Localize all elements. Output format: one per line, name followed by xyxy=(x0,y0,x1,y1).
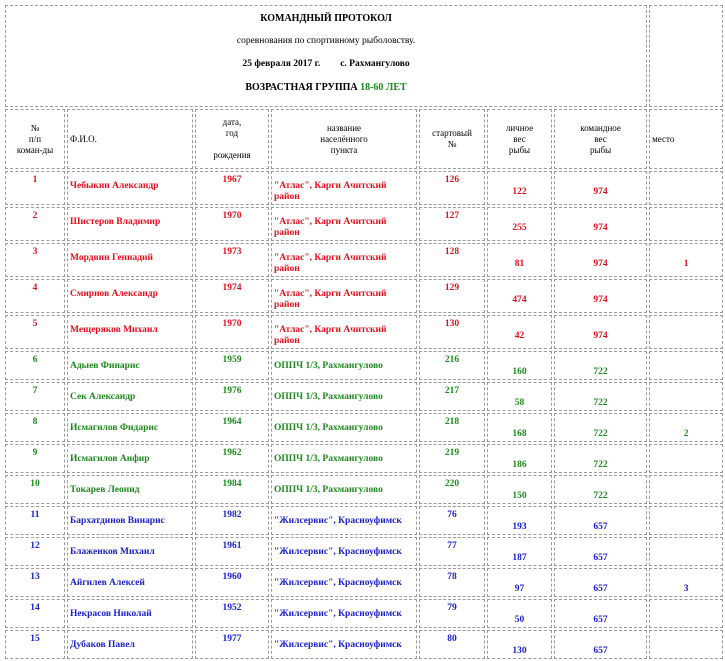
row-number: 4 xyxy=(32,283,38,293)
age-group-value: 18-60 ЛЕТ xyxy=(360,82,407,93)
team-place xyxy=(652,384,720,398)
start-number: 216 xyxy=(444,355,460,365)
protocol-date: 25 февраля 2017 г. xyxy=(242,59,321,69)
team-place xyxy=(652,601,720,615)
start-number-cell xyxy=(419,630,485,659)
col-weight-line-1: личное xyxy=(505,122,534,133)
team-weight-cell xyxy=(554,475,647,504)
col-date-spacer xyxy=(198,139,266,150)
participant-name-cell xyxy=(67,506,193,535)
row-number-cell xyxy=(5,413,65,442)
start-number-cell xyxy=(419,599,485,628)
team-weight: 722 xyxy=(593,398,608,408)
personal-weight-cell xyxy=(487,315,552,349)
row-number-cell xyxy=(5,475,65,504)
birth-year: 1961 xyxy=(222,541,242,551)
team-weight-cell xyxy=(554,315,647,349)
settlement-name: "Жилсервис", Красноуфимск xyxy=(274,547,402,557)
participant-name-cell xyxy=(67,171,193,205)
team-weight: 722 xyxy=(593,491,608,501)
settlement-name-cell xyxy=(271,413,417,442)
personal-weight: 187 xyxy=(512,553,527,563)
start-number: 127 xyxy=(444,211,460,221)
col-start-line-2: № xyxy=(447,139,457,149)
column-header-row xyxy=(5,109,723,169)
table-row xyxy=(5,475,723,504)
team-weight: 974 xyxy=(593,331,608,341)
team-place-cell xyxy=(649,537,723,566)
table-row xyxy=(5,630,723,659)
participant-name: Мордвин Геннадий xyxy=(70,253,153,263)
settlement-name: "Жилсервис", Красноуфимск xyxy=(274,578,402,588)
settlement-name: ОППЧ 1/3, Рахмангулово xyxy=(274,423,383,433)
start-number-cell xyxy=(419,568,485,597)
personal-weight: 160 xyxy=(512,367,527,377)
settlement-name-cell xyxy=(271,243,417,277)
participant-name-cell xyxy=(67,475,193,504)
participant-name-cell xyxy=(67,599,193,628)
team-weight-cell xyxy=(554,413,647,442)
settlement-name: "Жилсервис", Красноуфимск xyxy=(274,609,402,619)
team-place: 3 xyxy=(683,584,689,594)
row-number-cell xyxy=(5,599,65,628)
birth-year: 1970 xyxy=(222,319,242,329)
team-place-cell xyxy=(649,630,723,659)
birth-year-cell xyxy=(195,599,269,628)
col-num-line-3: коман-ды xyxy=(16,144,54,155)
birth-year-cell xyxy=(195,171,269,205)
start-number-cell xyxy=(419,506,485,535)
col-team-header xyxy=(554,109,647,169)
row-number-cell xyxy=(5,630,65,659)
participant-name: Бархатдинов Винарис xyxy=(70,516,165,526)
protocol-header xyxy=(5,5,647,107)
birth-year: 1982 xyxy=(222,510,242,520)
team-place: 2 xyxy=(683,429,689,439)
team-weight: 657 xyxy=(593,584,608,594)
team-weight-cell xyxy=(554,568,647,597)
team-weight: 722 xyxy=(593,429,608,439)
settlement-name: "Атлас", Карги Ачитский район xyxy=(274,325,387,346)
team-place-cell xyxy=(649,171,723,205)
team-weight-cell xyxy=(554,382,647,411)
col-addr-line-2: населённого xyxy=(320,133,368,144)
col-team-line-2: вес xyxy=(594,133,607,144)
participant-name: Смирнов Александр xyxy=(70,289,158,299)
col-addr-line-1: название xyxy=(326,122,362,133)
personal-weight-cell xyxy=(487,568,552,597)
table-row xyxy=(5,243,723,277)
start-number: 77 xyxy=(447,541,457,551)
personal-weight: 122 xyxy=(512,187,527,197)
birth-year: 1970 xyxy=(222,211,242,221)
birth-year: 1959 xyxy=(222,355,242,365)
participant-name-cell xyxy=(67,207,193,241)
col-team-line-1: командное xyxy=(580,122,621,133)
team-place-cell xyxy=(649,413,723,442)
settlement-name-cell xyxy=(271,171,417,205)
col-fio-header: Ф.И.О. xyxy=(67,109,193,169)
team-place xyxy=(652,173,720,187)
participant-name: Некрасов Николай xyxy=(70,609,152,619)
personal-weight-cell xyxy=(487,630,552,659)
col-start-header xyxy=(419,109,485,169)
start-number-cell xyxy=(419,315,485,349)
row-number: 11 xyxy=(30,510,40,520)
start-number: 220 xyxy=(444,479,460,489)
team-place-cell xyxy=(649,207,723,241)
team-place-cell xyxy=(649,351,723,380)
table-row xyxy=(5,207,723,241)
birth-year-cell xyxy=(195,475,269,504)
personal-weight-cell xyxy=(487,599,552,628)
team-place-cell xyxy=(649,506,723,535)
start-number: 126 xyxy=(444,175,460,185)
team-place-cell xyxy=(649,382,723,411)
team-place xyxy=(652,539,720,553)
personal-weight-cell xyxy=(487,171,552,205)
start-number: 217 xyxy=(444,386,460,396)
team-weight-cell xyxy=(554,207,647,241)
protocol-date-line xyxy=(8,59,644,70)
birth-year-cell xyxy=(195,351,269,380)
row-number: 10 xyxy=(30,479,40,489)
table-row xyxy=(5,413,723,442)
birth-year-cell xyxy=(195,413,269,442)
settlement-name: ОППЧ 1/3, Рахмангулово xyxy=(274,392,383,402)
table-row xyxy=(5,506,723,535)
col-place-header: место xyxy=(649,109,723,169)
personal-weight-cell xyxy=(487,351,552,380)
personal-weight: 474 xyxy=(512,295,527,305)
row-number-cell xyxy=(5,243,65,277)
participant-name-cell xyxy=(67,630,193,659)
settlement-name-cell xyxy=(271,279,417,313)
team-place xyxy=(652,317,720,331)
row-number-cell xyxy=(5,207,65,241)
team-weight: 974 xyxy=(593,259,608,269)
row-number: 6 xyxy=(32,355,38,365)
birth-year-cell xyxy=(195,444,269,473)
team-place xyxy=(652,446,720,460)
row-number-cell xyxy=(5,351,65,380)
settlement-name: "Атлас", Карги Ачитский район xyxy=(274,181,387,202)
personal-weight: 81 xyxy=(514,259,525,269)
table-row xyxy=(5,351,723,380)
row-number-cell xyxy=(5,506,65,535)
team-place xyxy=(652,353,720,367)
start-number: 218 xyxy=(444,417,460,427)
team-weight: 974 xyxy=(593,295,608,305)
team-weight: 657 xyxy=(593,646,608,656)
settlement-name: ОППЧ 1/3, Рахмангулово xyxy=(274,485,383,495)
personal-weight-cell xyxy=(487,475,552,504)
start-number-cell xyxy=(419,279,485,313)
start-number-cell xyxy=(419,382,485,411)
row-number: 5 xyxy=(32,319,38,329)
birth-year: 1962 xyxy=(222,448,242,458)
protocol-location: с. Рахмангулово xyxy=(340,59,410,69)
row-number-cell xyxy=(5,568,65,597)
personal-weight: 58 xyxy=(514,398,525,408)
row-number-cell xyxy=(5,444,65,473)
team-weight-cell xyxy=(554,630,647,659)
settlement-name-cell xyxy=(271,382,417,411)
personal-weight-cell xyxy=(487,279,552,313)
participant-name: Айгилев Алексей xyxy=(70,578,145,588)
col-team-line-3: рыбы xyxy=(589,144,612,155)
protocol-subtitle: соревнования по спортивному рыболовству. xyxy=(236,36,416,46)
participant-name: Токарев Леонид xyxy=(70,485,140,495)
header-blank-cell xyxy=(649,5,723,107)
personal-weight: 193 xyxy=(512,522,527,532)
row-number-cell xyxy=(5,382,65,411)
birth-year-cell xyxy=(195,279,269,313)
col-addr-line-3: пункта xyxy=(330,144,358,155)
birth-year: 1960 xyxy=(222,572,242,582)
birth-year: 1964 xyxy=(222,417,242,427)
participant-name: Дубаков Павел xyxy=(70,640,135,650)
personal-weight-cell xyxy=(487,506,552,535)
birth-year: 1973 xyxy=(222,247,242,257)
start-number: 128 xyxy=(444,247,460,257)
settlement-name-cell xyxy=(271,506,417,535)
birth-year: 1967 xyxy=(222,175,242,185)
birth-year-cell xyxy=(195,243,269,277)
participant-name: Шистеров Владимир xyxy=(70,217,161,227)
settlement-name: "Жилсервис", Красноуфимск xyxy=(274,640,402,650)
personal-weight-cell xyxy=(487,382,552,411)
row-number: 13 xyxy=(30,572,40,582)
start-number-cell xyxy=(419,351,485,380)
team-weight: 722 xyxy=(593,367,608,377)
table-row xyxy=(5,171,723,205)
row-number: 14 xyxy=(30,603,40,613)
team-weight: 657 xyxy=(593,553,608,563)
participant-name-cell xyxy=(67,315,193,349)
protocol-title: КОМАНДНЫЙ ПРОТОКОЛ xyxy=(260,13,392,24)
row-number-cell xyxy=(5,171,65,205)
personal-weight-cell xyxy=(487,537,552,566)
table-row xyxy=(5,315,723,349)
settlement-name: "Атлас", Карги Ачитский район xyxy=(274,217,387,238)
personal-weight: 42 xyxy=(514,331,525,341)
settlement-name-cell xyxy=(271,444,417,473)
col-num-header xyxy=(5,109,65,169)
col-num-line-1: № xyxy=(30,122,40,133)
team-protocol-table xyxy=(3,3,725,661)
start-number-cell xyxy=(419,537,485,566)
col-addr-header xyxy=(271,109,417,169)
birth-year-cell xyxy=(195,315,269,349)
row-number-cell xyxy=(5,279,65,313)
row-number: 9 xyxy=(32,448,38,458)
row-number: 12 xyxy=(30,541,40,551)
team-weight: 722 xyxy=(593,460,608,470)
col-weight-line-2: вес xyxy=(513,133,526,144)
settlement-name: ОППЧ 1/3, Рахмангулово xyxy=(274,361,383,371)
start-number: 76 xyxy=(447,510,457,520)
team-place-cell xyxy=(649,243,723,277)
team-place-cell xyxy=(649,279,723,313)
team-place: 1 xyxy=(683,259,689,269)
table-row xyxy=(5,382,723,411)
birth-year-cell xyxy=(195,537,269,566)
participant-name: Адыев Финарис xyxy=(70,361,140,371)
start-number: 219 xyxy=(444,448,460,458)
team-place xyxy=(652,209,720,223)
table-row xyxy=(5,279,723,313)
birth-year-cell xyxy=(195,382,269,411)
team-place-cell xyxy=(649,315,723,349)
start-number: 80 xyxy=(447,634,457,644)
settlement-name-cell xyxy=(271,315,417,349)
settlement-name: ОППЧ 1/3, Рахмангулово xyxy=(274,454,383,464)
team-weight: 974 xyxy=(593,187,608,197)
participant-name: Сек Александр xyxy=(70,392,136,402)
settlement-name-cell xyxy=(271,599,417,628)
age-group-label: ВОЗРАСТНАЯ ГРУППА xyxy=(245,82,358,93)
personal-weight: 97 xyxy=(514,584,525,594)
row-number-cell xyxy=(5,537,65,566)
birth-year: 1977 xyxy=(222,634,242,644)
start-number-cell xyxy=(419,413,485,442)
team-weight: 657 xyxy=(593,615,608,625)
row-number: 1 xyxy=(32,175,38,185)
participant-name-cell xyxy=(67,537,193,566)
row-number: 7 xyxy=(32,386,38,396)
participant-name-cell xyxy=(67,382,193,411)
personal-weight-cell xyxy=(487,207,552,241)
team-place xyxy=(652,632,720,646)
row-number: 8 xyxy=(32,417,38,427)
col-date-header xyxy=(195,109,269,169)
team-weight: 974 xyxy=(593,223,608,233)
team-weight-cell xyxy=(554,537,647,566)
participant-name-cell xyxy=(67,279,193,313)
birth-year-cell xyxy=(195,506,269,535)
table-row xyxy=(5,568,723,597)
settlement-name: "Атлас", Карги Ачитский район xyxy=(274,289,387,310)
settlement-name-cell xyxy=(271,630,417,659)
personal-weight-cell xyxy=(487,243,552,277)
start-number: 129 xyxy=(444,283,460,293)
team-weight: 657 xyxy=(593,522,608,532)
team-place-cell xyxy=(649,444,723,473)
team-weight-cell xyxy=(554,351,647,380)
team-place xyxy=(652,508,720,522)
team-place-cell xyxy=(649,599,723,628)
settlement-name-cell xyxy=(271,207,417,241)
participants-body xyxy=(5,171,723,659)
participant-name: Мещеряков Михаил xyxy=(70,325,158,335)
participant-name-cell xyxy=(67,351,193,380)
col-date-line-3: рождения xyxy=(213,150,251,160)
age-group-line xyxy=(8,82,644,93)
personal-weight: 130 xyxy=(512,646,527,656)
personal-weight: 186 xyxy=(512,460,527,470)
table-row xyxy=(5,599,723,628)
settlement-name: "Жилсервис", Красноуфимск xyxy=(274,516,402,526)
team-weight-cell xyxy=(554,279,647,313)
col-num-line-2: п/п xyxy=(28,133,42,144)
team-place-cell xyxy=(649,475,723,504)
start-number-cell xyxy=(419,475,485,504)
start-number: 78 xyxy=(447,572,457,582)
col-date-line-1: дата, xyxy=(222,117,242,127)
team-place xyxy=(652,281,720,295)
row-number: 3 xyxy=(32,247,38,257)
participant-name: Исмагилов Фидарис xyxy=(70,423,159,433)
team-weight-cell xyxy=(554,506,647,535)
settlement-name-cell xyxy=(271,568,417,597)
start-number-cell xyxy=(419,171,485,205)
settlement-name-cell xyxy=(271,537,417,566)
participant-name: Чебыкин Александр xyxy=(70,181,159,191)
team-weight-cell xyxy=(554,444,647,473)
personal-weight: 150 xyxy=(512,491,527,501)
birth-year: 1952 xyxy=(222,603,242,613)
col-weight-line-3: рыбы xyxy=(508,144,531,155)
settlement-name-cell xyxy=(271,475,417,504)
participant-name-cell xyxy=(67,444,193,473)
row-number: 2 xyxy=(32,211,38,221)
participant-name: Исмагилов Анфир xyxy=(70,454,150,464)
row-number: 15 xyxy=(30,634,40,644)
table-row xyxy=(5,444,723,473)
col-date-line-2: год xyxy=(225,128,239,138)
birth-year: 1974 xyxy=(222,283,242,293)
team-place-cell xyxy=(649,568,723,597)
col-weight-header xyxy=(487,109,552,169)
birth-year-cell xyxy=(195,568,269,597)
personal-weight: 50 xyxy=(514,615,525,625)
participant-name-cell xyxy=(67,568,193,597)
team-weight-cell xyxy=(554,171,647,205)
personal-weight: 168 xyxy=(512,429,527,439)
birth-year: 1984 xyxy=(222,479,242,489)
personal-weight-cell xyxy=(487,444,552,473)
personal-weight: 255 xyxy=(512,223,527,233)
settlement-name-cell xyxy=(271,351,417,380)
start-number-cell xyxy=(419,243,485,277)
table-row xyxy=(5,537,723,566)
team-place xyxy=(652,477,720,491)
settlement-name: "Атлас", Карги Ачитский район xyxy=(274,253,387,274)
participant-name-cell xyxy=(67,413,193,442)
birth-year-cell xyxy=(195,207,269,241)
start-number-cell xyxy=(419,444,485,473)
participant-name-cell xyxy=(67,243,193,277)
birth-year-cell xyxy=(195,630,269,659)
start-number-cell xyxy=(419,207,485,241)
personal-weight-cell xyxy=(487,413,552,442)
start-number: 79 xyxy=(447,603,457,613)
team-weight-cell xyxy=(554,599,647,628)
participant-name: Блаженков Михаил xyxy=(70,547,155,557)
start-number: 130 xyxy=(444,319,460,329)
birth-year: 1976 xyxy=(222,386,242,396)
team-weight-cell xyxy=(554,243,647,277)
col-start-line-1: стартовый xyxy=(432,128,472,138)
row-number-cell xyxy=(5,315,65,349)
